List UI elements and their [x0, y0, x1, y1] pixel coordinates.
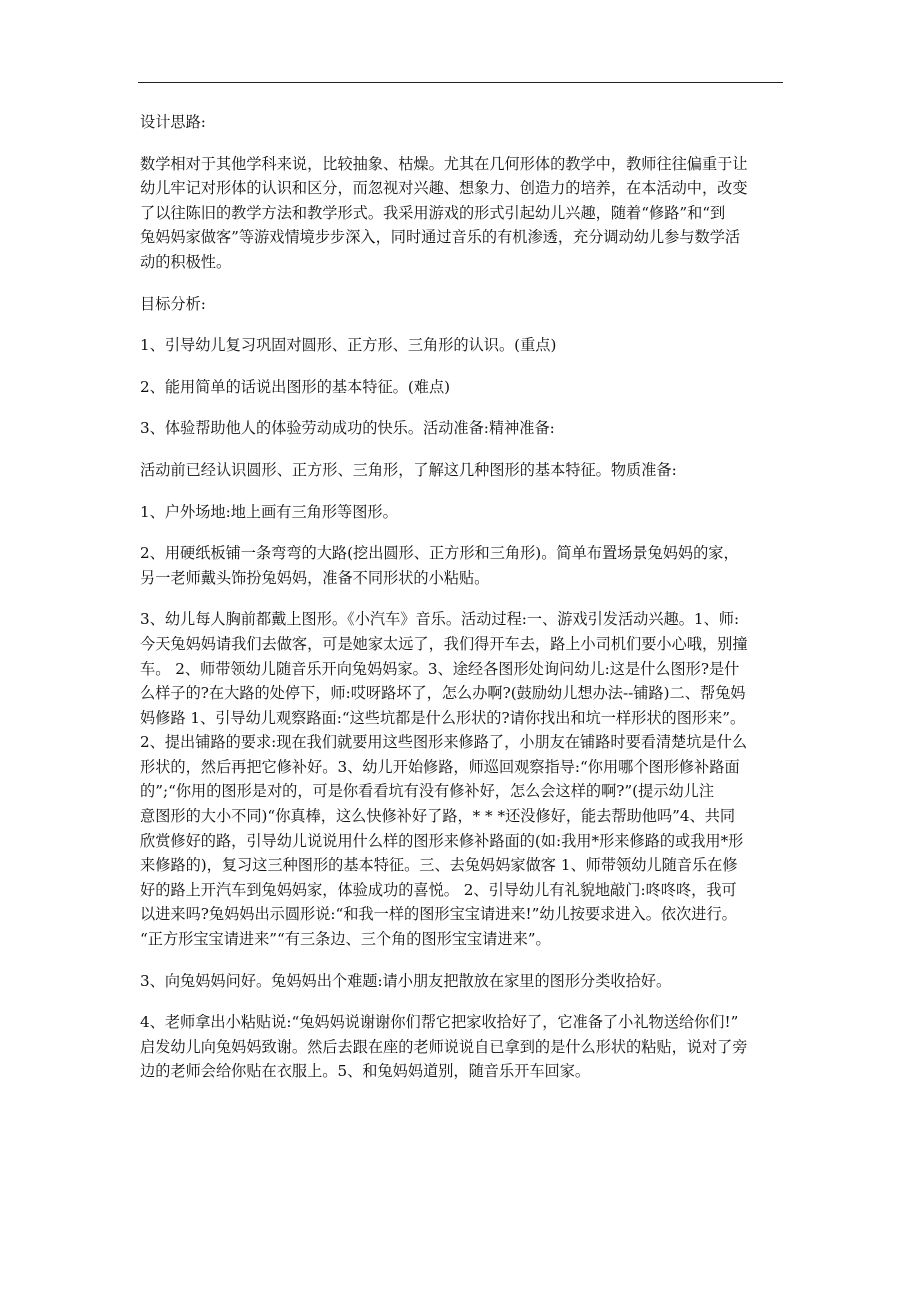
goal-heading: 目标分析: [140, 294, 206, 313]
design-heading: 设计思路: [140, 113, 206, 131]
activity-process-paragraph: 3、幼儿每人胸前都戴上图形。《小汽车》音乐。活动过程:一、游戏引发活动兴趣。1、师: 今天兔妈妈请我们去做客，可是她家太远了，我们得开车去，路上小司机们要小心哦，别撞 车。 2、师带领幼儿随音乐开向兔妈妈家。3、途经各图形处询问幼儿:这是什么图形?是什 么样子的?在大路的处停下，师:哎呀路坏了，怎么办啊?(鼓励幼儿想办法--铺路)二、帮兔妈 妈修路 1、引导幼儿观察路面:“这些坑都是什么形状的?请你找出和坑一样形状的图形来”。 2、提出铺路的要求:现在我们就要用这些图形来修路了，小朋友在铺路时要看清楚坑是什么 形状的，然后再把它修补好。3、幼儿开始修路，师巡回观察指导:“你用哪个图形修补路面 的”;“你用的图形是对的，可是你看看坑有没有修补好，怎么会这样的啊?”(提示幼儿注 意图形的大小不同)“你真棒，这么快修补好了路，* * *还没修好，能去帮助他吗”4、共同 欣赏修好的路，引导幼儿说说用什么样的图形来修补路面的(如:我用*形来修路的或我用*形 来修路的)，复习这三种图形的基本特征。三、去兔妈妈家做客 1、师带领幼儿随音乐在修 好的路上开汽车到兔妈妈家，体验成功的喜悦。 2、引导幼儿有礼貌地敲门:咚咚咚，我可 以进来吗?兔妈妈出示圆形说:“和我一样的图形宝宝请进来!”幼儿按要求进入。依次进行。 “正方形宝宝请进来”“有三条边、三个角的图形宝宝请进来”。 [140, 610, 748, 949]
preparation-item-1: 1、户外场地:地上画有三角形等图形。 [140, 502, 398, 521]
goal-item-1: 1、引导幼儿复习巩固对圆形、正方形、三角形的认识。(重点) [140, 336, 557, 355]
preparation-item-2: 2、用硬纸板铺一条弯弯的大路(挖出圆形、正方形和三角形)。简单布置场景兔妈妈的家， 另一老师戴头饰扮兔妈妈，准备不同形状的小粘贴。 [140, 544, 739, 587]
document-body [140, 110, 790, 1101]
goal-item-2: 2、能用简单的话说出图形的基本特征。(难点) [140, 377, 451, 396]
activity-step-4: 4、老师拿出小粘贴说:“兔妈妈说谢谢你们帮它把家收拾好了，它准备了小礼物送给你们!” 启发幼儿向兔妈妈致谢。然后去跟在座的老师说说自已拿到的是什么形状的粘贴，说对了旁 边的老师会给你贴在衣服上。5、和兔妈妈道别，随音乐开车回家。 [140, 1013, 748, 1081]
preparation-spirit: 活动前已经认识圆形、正方形、三角形，了解这几种图形的基本特征。物质准备: [140, 460, 677, 479]
goal-item-3: 3、体验帮助他人的体验劳动成功的快乐。活动准备:精神准备: [140, 419, 555, 438]
activity-step-3: 3、向兔妈妈问好。兔妈妈出个难题:请小朋友把散放在家里的图形分类收拾好。 [140, 971, 672, 990]
header-rule [138, 82, 783, 83]
design-paragraph: 数学相对于其他学科来说，比较抽象、枯燥。尤其在几何形体的教学中，教师往往偏重于让 幼儿牢记对形体的认识和区分，而忽视对兴趣、想象力、创造力的培养，在本活动中，改变 了以往陈旧的教学方法和教学形式。我采用游戏的形式引起幼儿兴趣，随着“修路”和“到 兔妈妈家做客”等游戏情境步步深入，同时通过音乐的有机渗透，充分调动幼儿参与数学活 动的积极性。 [140, 154, 748, 271]
